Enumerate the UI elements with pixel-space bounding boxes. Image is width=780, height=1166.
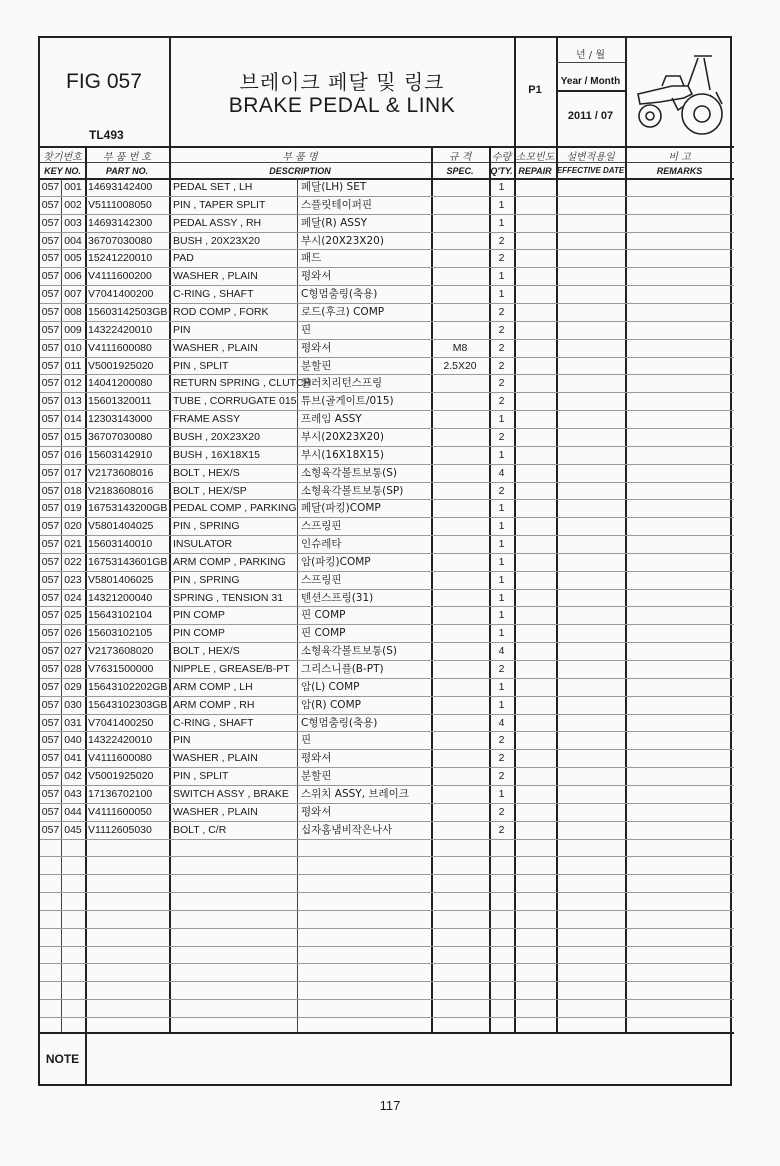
row-part: 14321200040 bbox=[88, 591, 153, 604]
row-qty: 4 bbox=[498, 716, 505, 729]
row-qty: 1 bbox=[498, 181, 505, 193]
row-key: 022 bbox=[64, 555, 82, 568]
col-key-en: KEY NO. bbox=[44, 166, 81, 176]
row-part: V4111600200 bbox=[88, 270, 152, 283]
row-fig: 057 bbox=[41, 448, 60, 461]
row-desc-ko: 스플릿테이퍼핀 bbox=[301, 198, 373, 211]
table-row bbox=[40, 696, 734, 714]
row-desc-ko: 페달(R) ASSY bbox=[301, 216, 368, 229]
table-row bbox=[40, 214, 734, 232]
row-key: 011 bbox=[64, 359, 82, 372]
col-eff-ko: 설변적용일 bbox=[566, 152, 615, 163]
row-qty: 2 bbox=[498, 734, 505, 747]
row-desc-en: BUSH , 16X18X15 bbox=[173, 448, 260, 461]
col-repair-ko: 소모빈도 bbox=[515, 152, 555, 163]
row-part: 15601320011 bbox=[88, 395, 152, 408]
row-desc-en: BOLT , HEX/SP bbox=[173, 484, 247, 497]
row-desc-ko: 암(R) COMP bbox=[301, 698, 361, 711]
table-row bbox=[40, 482, 734, 500]
row-desc-ko: 소형육각볼트보통(SP) bbox=[301, 484, 404, 497]
row-qty: 2 bbox=[498, 805, 505, 818]
row-key: 023 bbox=[64, 573, 82, 586]
row-key: 002 bbox=[64, 198, 82, 211]
row-key: 028 bbox=[64, 663, 82, 675]
row-part: 14322420010 bbox=[88, 323, 153, 336]
table-row bbox=[40, 464, 734, 482]
row-desc-en: PIN COMP bbox=[173, 609, 225, 622]
row-fig: 057 bbox=[41, 198, 60, 211]
row-key: 012 bbox=[64, 377, 82, 390]
row-qty: 2 bbox=[498, 377, 505, 390]
row-fig: 057 bbox=[41, 341, 60, 354]
row-desc-en: PIN COMP bbox=[173, 627, 225, 640]
row-desc-en: PIN , TAPER SPLIT bbox=[173, 198, 266, 211]
title-korean: 브레이크 페달 및 링크 bbox=[239, 70, 445, 94]
table-row bbox=[40, 303, 734, 321]
row-fig: 057 bbox=[41, 591, 60, 604]
row-key: 009 bbox=[64, 323, 82, 336]
table-row bbox=[40, 571, 734, 589]
row-part: 36707030080 bbox=[88, 430, 153, 443]
row-desc-en: NIPPLE , GREASE/B-PT bbox=[173, 663, 290, 675]
row-key: 045 bbox=[64, 823, 82, 836]
row-desc-en: PIN bbox=[173, 323, 191, 336]
row-fig: 057 bbox=[41, 430, 60, 443]
table-row bbox=[40, 714, 734, 732]
table-row bbox=[40, 285, 734, 303]
row-qty: 1 bbox=[498, 413, 505, 426]
row-desc-ko: 인슈레타 bbox=[301, 538, 342, 550]
row-desc-ko: 평와셔 bbox=[301, 805, 332, 818]
row-desc-en: WASHER , PLAIN bbox=[173, 752, 258, 765]
row-qty: 1 bbox=[498, 573, 505, 586]
parts-sheet bbox=[38, 36, 732, 1086]
table-row bbox=[40, 553, 734, 571]
row-key: 014 bbox=[64, 413, 82, 426]
row-desc-ko: 부시(20X23X20) bbox=[301, 430, 384, 443]
row-desc-ko: 암(파킹)COMP bbox=[301, 555, 371, 568]
row-desc-ko: 핀 COMP bbox=[301, 627, 346, 640]
row-key: 018 bbox=[64, 484, 82, 497]
row-fig: 057 bbox=[41, 323, 60, 336]
row-desc-en: WASHER , PLAIN bbox=[173, 270, 258, 283]
row-qty: 2 bbox=[498, 823, 505, 836]
row-fig: 057 bbox=[41, 466, 60, 479]
row-desc-en: PEDAL ASSY , RH bbox=[173, 216, 262, 229]
row-key: 004 bbox=[64, 234, 82, 247]
row-fig: 057 bbox=[41, 484, 60, 497]
table-row bbox=[40, 267, 734, 285]
row-fig: 057 bbox=[41, 288, 60, 301]
row-desc-ko: 스프링핀 bbox=[301, 573, 342, 586]
row-desc-ko: 튜브(골게이트/015) bbox=[301, 395, 394, 408]
table-row bbox=[40, 589, 734, 607]
row-part: V2173608016 bbox=[88, 466, 154, 479]
row-desc-ko: 소형육각볼트보통(S) bbox=[301, 466, 398, 479]
col-key-ko: 찾기번호 bbox=[43, 152, 82, 163]
row-part: V2173608020 bbox=[88, 645, 154, 658]
row-fig: 057 bbox=[41, 627, 60, 640]
row-desc-en: PEDAL COMP , PARKING bbox=[173, 502, 297, 515]
row-qty: 1 bbox=[498, 680, 505, 693]
row-part: 15643102104 bbox=[88, 609, 153, 622]
row-key: 013 bbox=[64, 395, 82, 408]
row-desc-en: BOLT , HEX/S bbox=[173, 466, 240, 479]
table-row bbox=[40, 785, 734, 803]
row-part: 14693142300 bbox=[88, 216, 153, 229]
table-row bbox=[40, 357, 734, 375]
row-desc-ko: 평와셔 bbox=[301, 270, 332, 283]
row-key: 043 bbox=[64, 787, 82, 800]
col-rem-en: REMARKS bbox=[656, 166, 703, 176]
row-desc-ko: 소형육각볼트보통(S) bbox=[301, 645, 398, 658]
table-row bbox=[40, 767, 734, 785]
table-row bbox=[40, 660, 734, 678]
parts-table-body bbox=[40, 178, 734, 1032]
row-desc-en: SWITCH ASSY , BRAKE bbox=[173, 787, 289, 800]
table-row bbox=[40, 232, 734, 250]
row-fig: 057 bbox=[41, 823, 60, 836]
row-fig: 057 bbox=[41, 787, 60, 800]
row-desc-en: ARM COMP , RH bbox=[173, 698, 255, 711]
row-desc-en: BUSH , 20X23X20 bbox=[173, 430, 260, 443]
col-qty-ko: 수량 bbox=[491, 152, 512, 163]
row-desc-ko: 평와셔 bbox=[301, 341, 332, 354]
row-qty: 1 bbox=[498, 502, 505, 515]
row-desc-en: TUBE , CORRUGATE 015 bbox=[173, 395, 297, 408]
col-desc-ko: 부 품 명 bbox=[282, 152, 318, 163]
row-key: 029 bbox=[64, 680, 82, 693]
row-desc-en: WASHER , PLAIN bbox=[173, 805, 258, 818]
row-qty: 2 bbox=[498, 752, 505, 765]
row-desc-ko: 부시(20X23X20) bbox=[301, 234, 384, 247]
row-fig: 057 bbox=[41, 663, 60, 675]
table-row bbox=[40, 196, 734, 214]
row-fig: 057 bbox=[41, 502, 60, 515]
row-desc-en: PIN , SPRING bbox=[173, 573, 240, 586]
year-month-ko: 년 / 월 bbox=[575, 50, 606, 61]
row-qty: 2 bbox=[498, 430, 505, 443]
row-fig: 057 bbox=[41, 252, 60, 265]
row-qty: 1 bbox=[498, 555, 505, 568]
col-rem-ko: 비 고 bbox=[668, 152, 691, 163]
row-part: 15603142503GB bbox=[88, 306, 168, 318]
row-desc-ko: 핀 bbox=[301, 734, 312, 747]
row-qty: 1 bbox=[498, 288, 505, 301]
row-part: V1112605030 bbox=[88, 823, 152, 836]
row-key: 020 bbox=[64, 520, 82, 533]
model-code: TL493 bbox=[89, 128, 124, 142]
row-part: 15603140010 bbox=[88, 538, 153, 550]
tractor-icon bbox=[632, 46, 728, 142]
row-key: 005 bbox=[64, 252, 82, 265]
row-desc-ko: 부시(16X18X15) bbox=[301, 448, 384, 461]
page-code: P1 bbox=[528, 84, 542, 96]
row-fig: 057 bbox=[41, 377, 60, 390]
year-month-en: Year / Month bbox=[560, 76, 621, 87]
table-row bbox=[40, 624, 734, 642]
row-part: 36707030080 bbox=[88, 234, 153, 247]
row-fig: 057 bbox=[41, 573, 60, 586]
row-qty: 2 bbox=[498, 663, 505, 675]
row-part: V5801406025 bbox=[88, 573, 154, 586]
row-desc-ko: 로드(후크) COMP bbox=[301, 306, 385, 318]
col-eff-en: EFFECTIVE DATE bbox=[556, 166, 625, 175]
row-desc-ko: 스프링핀 bbox=[301, 520, 342, 533]
row-qty: 2 bbox=[498, 395, 505, 408]
row-desc-ko: 핀 bbox=[301, 323, 312, 336]
row-desc-ko: 패드 bbox=[301, 252, 322, 265]
row-part: 14322420010 bbox=[88, 734, 153, 747]
row-fig: 057 bbox=[41, 270, 60, 283]
row-desc-ko: 페달(파킹)COMP bbox=[301, 502, 381, 515]
row-part: 16753143200GB bbox=[88, 502, 168, 515]
row-part: V2183608016 bbox=[88, 484, 154, 497]
row-qty: 2 bbox=[498, 252, 505, 265]
row-qty: 2 bbox=[498, 359, 505, 372]
row-desc-en: BOLT , HEX/S bbox=[173, 645, 240, 658]
row-desc-en: RETURN SPRING , CLUTCH bbox=[173, 377, 312, 390]
row-key: 031 bbox=[64, 716, 82, 729]
row-part: V5801404025 bbox=[88, 520, 154, 533]
row-desc-en: C-RING , SHAFT bbox=[173, 716, 254, 729]
row-desc-ko: 분할핀 bbox=[301, 359, 332, 372]
row-qty: 1 bbox=[498, 627, 505, 640]
row-qty: 4 bbox=[498, 466, 505, 479]
row-fig: 057 bbox=[41, 680, 60, 693]
row-desc-en: ARM COMP , PARKING bbox=[173, 555, 286, 568]
table-row bbox=[40, 392, 734, 410]
row-fig: 057 bbox=[41, 752, 60, 765]
row-fig: 057 bbox=[41, 645, 60, 658]
table-row bbox=[40, 731, 734, 749]
row-fig: 057 bbox=[41, 413, 60, 426]
table-row bbox=[40, 517, 734, 535]
row-part: 15603142910 bbox=[88, 448, 153, 461]
table-row bbox=[40, 178, 734, 196]
row-key: 041 bbox=[64, 752, 82, 765]
row-qty: 1 bbox=[498, 216, 505, 229]
row-part: V5001925020 bbox=[88, 359, 154, 372]
table-row bbox=[40, 606, 734, 624]
row-fig: 057 bbox=[41, 234, 60, 247]
row-fig: 057 bbox=[41, 520, 60, 533]
row-desc-en: PAD bbox=[173, 252, 194, 265]
col-repair-en: REPAIR bbox=[518, 166, 552, 176]
row-fig: 057 bbox=[41, 609, 60, 622]
row-fig: 057 bbox=[41, 538, 60, 550]
col-desc-en: DESCRIPTION bbox=[269, 166, 331, 176]
row-fig: 057 bbox=[41, 770, 60, 783]
row-part: 15643102303GB bbox=[88, 698, 168, 711]
row-key: 006 bbox=[64, 270, 82, 283]
row-part: V7041400250 bbox=[88, 716, 154, 729]
row-part: 14693142400 bbox=[88, 181, 153, 193]
note-label: NOTE bbox=[45, 1052, 80, 1066]
table-row bbox=[40, 642, 734, 660]
row-key: 001 bbox=[64, 181, 82, 193]
title-english: BRAKE PEDAL & LINK bbox=[228, 94, 456, 117]
row-fig: 057 bbox=[41, 306, 60, 318]
row-key: 042 bbox=[64, 770, 82, 783]
row-fig: 057 bbox=[41, 555, 60, 568]
row-spec: 2.5X20 bbox=[443, 359, 477, 372]
row-part: V4111600080 bbox=[88, 341, 152, 354]
row-qty: 1 bbox=[498, 448, 505, 461]
row-key: 044 bbox=[64, 805, 82, 818]
row-part: V7631500000 bbox=[88, 663, 154, 675]
row-fig: 057 bbox=[41, 181, 60, 193]
row-desc-ko: 페달(LH) SET bbox=[301, 181, 367, 193]
row-desc-en: ARM COMP , LH bbox=[173, 680, 253, 693]
page-number: 117 bbox=[379, 1098, 401, 1113]
row-desc-ko: C형멈춤링(축용) bbox=[301, 716, 378, 729]
row-desc-en: PEDAL SET , LH bbox=[173, 181, 253, 193]
row-qty: 1 bbox=[498, 520, 505, 533]
effective-date: 2011 / 07 bbox=[567, 110, 614, 122]
col-part-en: PART NO. bbox=[105, 166, 149, 176]
table-row bbox=[40, 749, 734, 767]
row-qty: 1 bbox=[498, 198, 505, 211]
row-desc-en: PIN bbox=[173, 734, 191, 747]
row-desc-en: PIN , SPLIT bbox=[173, 359, 229, 372]
table-row bbox=[40, 249, 734, 267]
row-key: 010 bbox=[64, 341, 82, 354]
row-desc-ko: 핀 COMP bbox=[301, 609, 346, 622]
row-part: V5111008050 bbox=[88, 198, 152, 211]
row-key: 017 bbox=[64, 466, 82, 479]
row-desc-ko: 프레임 ASSY bbox=[301, 413, 362, 426]
row-key: 008 bbox=[64, 306, 82, 318]
row-key: 040 bbox=[64, 734, 82, 747]
row-qty: 1 bbox=[498, 787, 505, 800]
row-key: 025 bbox=[64, 609, 82, 622]
row-part: V4111600080 bbox=[88, 752, 152, 765]
row-desc-ko: 암(L) COMP bbox=[301, 680, 360, 693]
table-row bbox=[40, 446, 734, 464]
table-row bbox=[40, 803, 734, 821]
row-qty: 2 bbox=[498, 306, 505, 318]
row-key: 027 bbox=[64, 645, 82, 658]
row-key: 024 bbox=[64, 591, 82, 604]
row-desc-en: INSULATOR bbox=[173, 538, 233, 550]
table-row bbox=[40, 321, 734, 339]
row-key: 021 bbox=[64, 538, 82, 550]
row-fig: 057 bbox=[41, 716, 60, 729]
row-qty: 1 bbox=[498, 538, 505, 550]
row-qty: 1 bbox=[498, 609, 505, 622]
row-desc-ko: 스위치 ASSY, 브레이크 bbox=[301, 787, 409, 800]
row-fig: 057 bbox=[41, 216, 60, 229]
row-desc-en: WASHER , PLAIN bbox=[173, 341, 258, 354]
row-desc-en: SPRING , TENSION 31 bbox=[173, 591, 284, 604]
row-desc-ko: 평와셔 bbox=[301, 752, 332, 765]
row-part: 14041200080 bbox=[88, 377, 153, 390]
table-row bbox=[40, 499, 734, 517]
row-spec: M8 bbox=[452, 341, 468, 354]
row-desc-en: BUSH , 20X23X20 bbox=[173, 234, 260, 247]
row-qty: 2 bbox=[498, 484, 505, 497]
row-qty: 2 bbox=[498, 770, 505, 783]
table-row bbox=[40, 410, 734, 428]
table-row bbox=[40, 374, 734, 392]
row-desc-en: BOLT , C/R bbox=[173, 823, 227, 836]
col-spec-en: SPEC. bbox=[446, 166, 474, 176]
row-desc-ko: 클러치리턴스프링 bbox=[301, 377, 383, 390]
table-row bbox=[40, 821, 734, 839]
row-qty: 2 bbox=[498, 341, 505, 354]
row-desc-en: FRAME ASSY bbox=[173, 413, 241, 426]
row-fig: 057 bbox=[41, 359, 60, 372]
table-row bbox=[40, 428, 734, 446]
row-desc-ko: 분할핀 bbox=[301, 770, 332, 783]
row-fig: 057 bbox=[41, 395, 60, 408]
row-desc-en: ROD COMP , FORK bbox=[173, 306, 269, 318]
row-part: V7041400200 bbox=[88, 288, 154, 301]
row-desc-ko: 텐션스프링(31) bbox=[301, 591, 374, 604]
row-key: 003 bbox=[64, 216, 82, 229]
row-key: 030 bbox=[64, 698, 82, 711]
fig-number: FIG 057 bbox=[66, 70, 142, 93]
table-row bbox=[40, 339, 734, 357]
table-row bbox=[40, 535, 734, 553]
row-key: 016 bbox=[64, 448, 82, 461]
row-qty: 1 bbox=[498, 270, 505, 283]
row-part: 15241220010 bbox=[88, 252, 153, 265]
row-desc-ko: 그리스니플(B-PT) bbox=[301, 663, 384, 675]
row-part: 12303143000 bbox=[88, 413, 153, 426]
row-desc-ko: C형멈춤링(축용) bbox=[301, 288, 378, 301]
row-part: 17136702100 bbox=[88, 787, 153, 800]
col-spec-ko: 규 격 bbox=[448, 152, 472, 163]
row-key: 007 bbox=[64, 288, 82, 301]
row-part: 16753143601GB bbox=[88, 555, 168, 568]
row-part: V4111600050 bbox=[88, 805, 152, 818]
row-part: 15643102202GB bbox=[88, 680, 168, 693]
row-qty: 4 bbox=[498, 645, 505, 658]
table-row bbox=[40, 678, 734, 696]
row-desc-en: PIN , SPLIT bbox=[173, 770, 229, 783]
row-desc-ko: 십자홈냄비작은나사 bbox=[301, 823, 393, 836]
row-fig: 057 bbox=[41, 805, 60, 818]
row-key: 015 bbox=[64, 430, 82, 443]
row-fig: 057 bbox=[41, 734, 60, 747]
row-part: V5001925020 bbox=[88, 770, 154, 783]
row-qty: 1 bbox=[498, 591, 505, 604]
row-key: 026 bbox=[64, 627, 82, 640]
row-qty: 2 bbox=[498, 234, 505, 247]
row-part: 15603102105 bbox=[88, 627, 153, 640]
col-qty-en: Q'TY. bbox=[490, 166, 513, 176]
row-desc-en: PIN , SPRING bbox=[173, 520, 240, 533]
col-part-ko: 부 품 번 호 bbox=[102, 152, 152, 163]
row-qty: 1 bbox=[498, 698, 505, 711]
row-desc-en: C-RING , SHAFT bbox=[173, 288, 254, 301]
row-key: 019 bbox=[64, 502, 82, 515]
row-qty: 2 bbox=[498, 323, 505, 336]
row-fig: 057 bbox=[41, 698, 60, 711]
